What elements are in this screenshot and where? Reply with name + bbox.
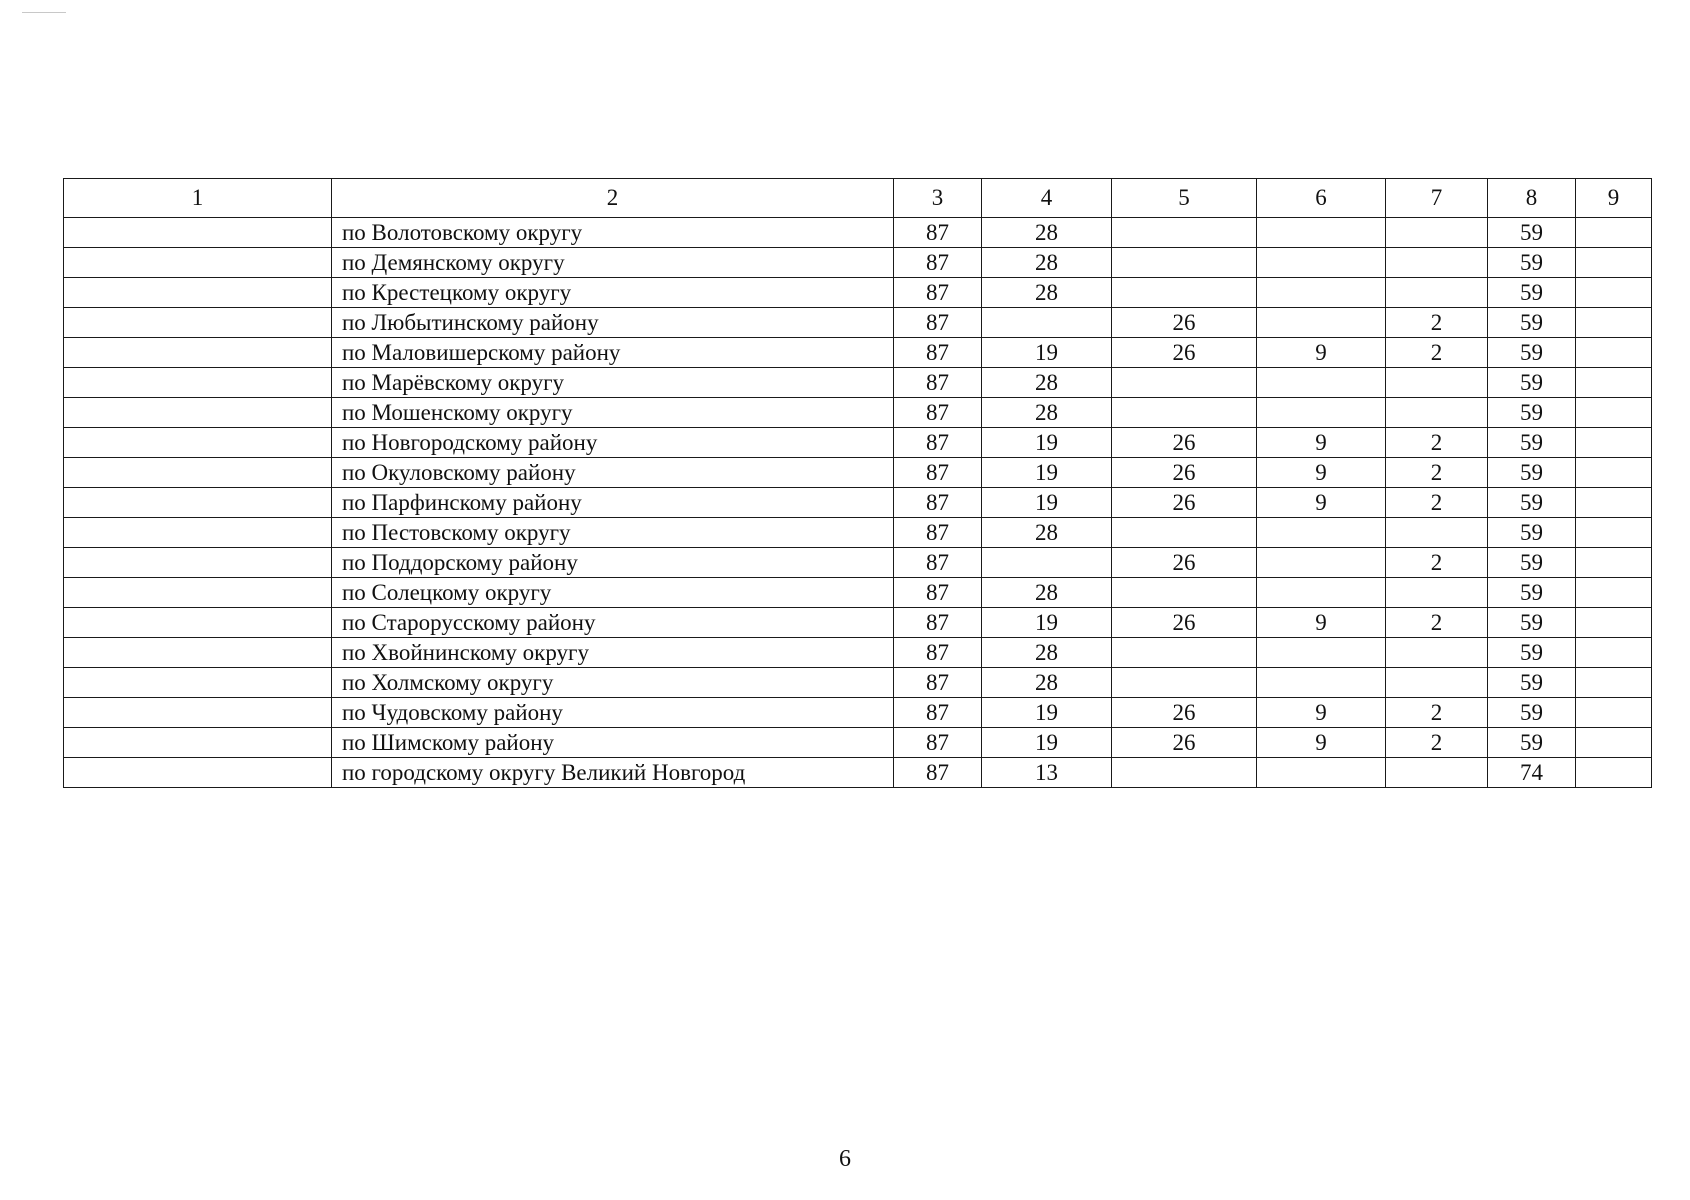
table-row xyxy=(64,698,1652,728)
table-cell-col-8: 74 xyxy=(1488,758,1576,788)
district-name-cell: по Мошенскому округу xyxy=(332,398,894,428)
table-cell-col-5 xyxy=(1112,398,1257,428)
table-cell-col-4 xyxy=(982,548,1112,578)
table-cell-col-8: 59 xyxy=(1488,728,1576,758)
table-cell-col-8: 59 xyxy=(1488,248,1576,278)
table-cell-col-3: 87 xyxy=(894,398,982,428)
table-row xyxy=(64,518,1652,548)
table-cell-col-6: 9 xyxy=(1257,458,1386,488)
column-header-1: 1 xyxy=(64,179,332,218)
district-name-cell: по Хвойнинскому округу xyxy=(332,638,894,668)
table-cell-col-3: 87 xyxy=(894,578,982,608)
district-name-cell: по Демянскому округу xyxy=(332,248,894,278)
column-header-4: 4 xyxy=(982,179,1112,218)
table-cell-col-3: 87 xyxy=(894,338,982,368)
table-cell-col-6 xyxy=(1257,578,1386,608)
table-cell-col-6: 9 xyxy=(1257,728,1386,758)
column-header-6: 6 xyxy=(1257,179,1386,218)
table-cell-col-1 xyxy=(64,368,332,398)
table-cell-col-6 xyxy=(1257,638,1386,668)
table-cell-col-5 xyxy=(1112,758,1257,788)
table-row xyxy=(64,668,1652,698)
table-cell-col-9 xyxy=(1576,458,1652,488)
district-name-cell: по Марёвскому округу xyxy=(332,368,894,398)
table-cell-col-8: 59 xyxy=(1488,638,1576,668)
table-cell-col-9 xyxy=(1576,578,1652,608)
table-cell-col-6 xyxy=(1257,518,1386,548)
table-cell-col-8: 59 xyxy=(1488,518,1576,548)
table-cell-col-9 xyxy=(1576,758,1652,788)
table-cell-col-3: 87 xyxy=(894,548,982,578)
table-cell-col-3: 87 xyxy=(894,458,982,488)
table-cell-col-3: 87 xyxy=(894,638,982,668)
table-cell-col-6 xyxy=(1257,278,1386,308)
table-row xyxy=(64,488,1652,518)
district-name-cell: по Любытинскому району xyxy=(332,308,894,338)
column-header-9: 9 xyxy=(1576,179,1652,218)
table-cell-col-4: 19 xyxy=(982,488,1112,518)
table-cell-col-6 xyxy=(1257,308,1386,338)
table-cell-col-6 xyxy=(1257,758,1386,788)
table-cell-col-1 xyxy=(64,488,332,518)
table-cell-col-4: 28 xyxy=(982,218,1112,248)
table-cell-col-5 xyxy=(1112,368,1257,398)
table-cell-col-7: 2 xyxy=(1386,728,1488,758)
table-cell-col-1 xyxy=(64,638,332,668)
table-cell-col-7: 2 xyxy=(1386,698,1488,728)
table-cell-col-4: 19 xyxy=(982,698,1112,728)
table-cell-col-9 xyxy=(1576,428,1652,458)
table-cell-col-5: 26 xyxy=(1112,338,1257,368)
table-cell-col-8: 59 xyxy=(1488,548,1576,578)
table-cell-col-8: 59 xyxy=(1488,698,1576,728)
table-row xyxy=(64,368,1652,398)
table-cell-col-4: 28 xyxy=(982,668,1112,698)
district-name-cell: по Парфинскому району xyxy=(332,488,894,518)
table-cell-col-6: 9 xyxy=(1257,488,1386,518)
table-cell-col-5: 26 xyxy=(1112,308,1257,338)
table-cell-col-7 xyxy=(1386,758,1488,788)
table-cell-col-1 xyxy=(64,728,332,758)
table-cell-col-4: 13 xyxy=(982,758,1112,788)
table-cell-col-9 xyxy=(1576,338,1652,368)
table-cell-col-4: 28 xyxy=(982,368,1112,398)
table-cell-col-5: 26 xyxy=(1112,548,1257,578)
table-cell-col-4: 28 xyxy=(982,278,1112,308)
table-cell-col-6: 9 xyxy=(1257,608,1386,638)
table-row xyxy=(64,308,1652,338)
table-cell-col-7: 2 xyxy=(1386,428,1488,458)
table-cell-col-8: 59 xyxy=(1488,578,1576,608)
table-cell-col-9 xyxy=(1576,368,1652,398)
table-cell-col-6 xyxy=(1257,398,1386,428)
table-header-row xyxy=(64,179,1652,218)
table-cell-col-7 xyxy=(1386,278,1488,308)
district-name-cell: по Волотовскому округу xyxy=(332,218,894,248)
table-cell-col-9 xyxy=(1576,308,1652,338)
table-row xyxy=(64,218,1652,248)
table-cell-col-9 xyxy=(1576,278,1652,308)
table-cell-col-5: 26 xyxy=(1112,698,1257,728)
table-cell-col-8: 59 xyxy=(1488,278,1576,308)
table-cell-col-3: 87 xyxy=(894,428,982,458)
table-cell-col-4: 19 xyxy=(982,458,1112,488)
table-cell-col-5 xyxy=(1112,578,1257,608)
district-name-cell: по Новгородскому району xyxy=(332,428,894,458)
table-cell-col-8: 59 xyxy=(1488,668,1576,698)
district-name-cell: по городскому округу Великий Новгород xyxy=(332,758,894,788)
table-cell-col-1 xyxy=(64,398,332,428)
table-cell-col-5 xyxy=(1112,278,1257,308)
table-cell-col-8: 59 xyxy=(1488,308,1576,338)
table-cell-col-8: 59 xyxy=(1488,398,1576,428)
table-cell-col-1 xyxy=(64,578,332,608)
table-cell-col-1 xyxy=(64,458,332,488)
table-cell-col-9 xyxy=(1576,218,1652,248)
table-cell-col-1 xyxy=(64,758,332,788)
table-row xyxy=(64,458,1652,488)
table-cell-col-9 xyxy=(1576,668,1652,698)
data-table xyxy=(63,178,1652,788)
table-cell-col-7 xyxy=(1386,668,1488,698)
table-cell-col-6: 9 xyxy=(1257,698,1386,728)
table-cell-col-3: 87 xyxy=(894,308,982,338)
table-cell-col-9 xyxy=(1576,728,1652,758)
table-cell-col-8: 59 xyxy=(1488,488,1576,518)
table-cell-col-1 xyxy=(64,338,332,368)
district-name-cell: по Солецкому округу xyxy=(332,578,894,608)
table-cell-col-7: 2 xyxy=(1386,338,1488,368)
table-cell-col-4: 28 xyxy=(982,638,1112,668)
table-cell-col-7: 2 xyxy=(1386,608,1488,638)
table-row xyxy=(64,398,1652,428)
column-header-2: 2 xyxy=(332,179,894,218)
column-header-5: 5 xyxy=(1112,179,1257,218)
column-header-7: 7 xyxy=(1386,179,1488,218)
table-cell-col-6 xyxy=(1257,248,1386,278)
table-cell-col-1 xyxy=(64,428,332,458)
district-name-cell: по Чудовскому району xyxy=(332,698,894,728)
scan-mark xyxy=(22,12,66,13)
table-cell-col-4: 19 xyxy=(982,728,1112,758)
district-name-cell: по Старорусскому району xyxy=(332,608,894,638)
table-cell-col-1 xyxy=(64,698,332,728)
district-name-cell: по Шимскому району xyxy=(332,728,894,758)
table-cell-col-6 xyxy=(1257,368,1386,398)
district-name-cell: по Пестовскому округу xyxy=(332,518,894,548)
table-cell-col-1 xyxy=(64,548,332,578)
table-cell-col-5: 26 xyxy=(1112,458,1257,488)
table-row xyxy=(64,428,1652,458)
table-cell-col-9 xyxy=(1576,698,1652,728)
table-cell-col-6 xyxy=(1257,548,1386,578)
table-cell-col-7 xyxy=(1386,398,1488,428)
column-header-8: 8 xyxy=(1488,179,1576,218)
district-name-cell: по Крестецкому округу xyxy=(332,278,894,308)
table-cell-col-3: 87 xyxy=(894,368,982,398)
table-cell-col-3: 87 xyxy=(894,488,982,518)
table-cell-col-4: 19 xyxy=(982,338,1112,368)
table-cell-col-9 xyxy=(1576,638,1652,668)
table-cell-col-3: 87 xyxy=(894,278,982,308)
table-row xyxy=(64,758,1652,788)
table-row xyxy=(64,608,1652,638)
table-cell-col-1 xyxy=(64,218,332,248)
table-cell-col-3: 87 xyxy=(894,758,982,788)
table-cell-col-3: 87 xyxy=(894,728,982,758)
table-cell-col-6: 9 xyxy=(1257,338,1386,368)
table-cell-col-7: 2 xyxy=(1386,488,1488,518)
table-cell-col-3: 87 xyxy=(894,248,982,278)
table-cell-col-3: 87 xyxy=(894,608,982,638)
table-cell-col-5 xyxy=(1112,668,1257,698)
table-cell-col-8: 59 xyxy=(1488,368,1576,398)
table-row xyxy=(64,338,1652,368)
table-cell-col-6: 9 xyxy=(1257,428,1386,458)
table-cell-col-5: 26 xyxy=(1112,428,1257,458)
table-cell-col-5: 26 xyxy=(1112,608,1257,638)
table-cell-col-7 xyxy=(1386,518,1488,548)
table-cell-col-8: 59 xyxy=(1488,608,1576,638)
table-cell-col-1 xyxy=(64,668,332,698)
page-number: 6 xyxy=(839,1146,851,1172)
district-name-cell: по Маловишерскому району xyxy=(332,338,894,368)
table-cell-col-9 xyxy=(1576,398,1652,428)
table-cell-col-9 xyxy=(1576,548,1652,578)
table-cell-col-5 xyxy=(1112,248,1257,278)
table-cell-col-1 xyxy=(64,308,332,338)
table-row xyxy=(64,248,1652,278)
table-cell-col-1 xyxy=(64,608,332,638)
table-cell-col-7 xyxy=(1386,218,1488,248)
table-cell-col-4: 19 xyxy=(982,608,1112,638)
table-cell-col-1 xyxy=(64,518,332,548)
table-cell-col-9 xyxy=(1576,248,1652,278)
district-name-cell: по Холмскому округу xyxy=(332,668,894,698)
table-row xyxy=(64,548,1652,578)
table-cell-col-8: 59 xyxy=(1488,218,1576,248)
table-cell-col-9 xyxy=(1576,608,1652,638)
table-cell-col-3: 87 xyxy=(894,668,982,698)
table-cell-col-4: 19 xyxy=(982,428,1112,458)
table-cell-col-5 xyxy=(1112,218,1257,248)
table-cell-col-3: 87 xyxy=(894,518,982,548)
table-cell-col-7 xyxy=(1386,578,1488,608)
table-row xyxy=(64,278,1652,308)
table-cell-col-4: 28 xyxy=(982,398,1112,428)
table-cell-col-5 xyxy=(1112,518,1257,548)
table-cell-col-9 xyxy=(1576,518,1652,548)
table-cell-col-1 xyxy=(64,278,332,308)
table-cell-col-3: 87 xyxy=(894,698,982,728)
table-cell-col-7 xyxy=(1386,248,1488,278)
table-cell-col-7 xyxy=(1386,638,1488,668)
table-row xyxy=(64,728,1652,758)
table-cell-col-1 xyxy=(64,248,332,278)
district-name-cell: по Окуловскому району xyxy=(332,458,894,488)
table-cell-col-7: 2 xyxy=(1386,458,1488,488)
table-cell-col-6 xyxy=(1257,668,1386,698)
table-cell-col-8: 59 xyxy=(1488,338,1576,368)
table-cell-col-8: 59 xyxy=(1488,428,1576,458)
table-cell-col-5 xyxy=(1112,638,1257,668)
table-cell-col-8: 59 xyxy=(1488,458,1576,488)
table-cell-col-4: 28 xyxy=(982,578,1112,608)
table-cell-col-3: 87 xyxy=(894,218,982,248)
table-cell-col-4: 28 xyxy=(982,248,1112,278)
table-cell-col-5: 26 xyxy=(1112,728,1257,758)
column-header-3: 3 xyxy=(894,179,982,218)
table-row xyxy=(64,638,1652,668)
table-row xyxy=(64,578,1652,608)
table-cell-col-5: 26 xyxy=(1112,488,1257,518)
table-cell-col-7 xyxy=(1386,368,1488,398)
district-name-cell: по Поддорскому району xyxy=(332,548,894,578)
table-cell-col-7: 2 xyxy=(1386,548,1488,578)
table-cell-col-6 xyxy=(1257,218,1386,248)
table-cell-col-9 xyxy=(1576,488,1652,518)
table-cell-col-4 xyxy=(982,308,1112,338)
table-cell-col-7: 2 xyxy=(1386,308,1488,338)
table-cell-col-4: 28 xyxy=(982,518,1112,548)
